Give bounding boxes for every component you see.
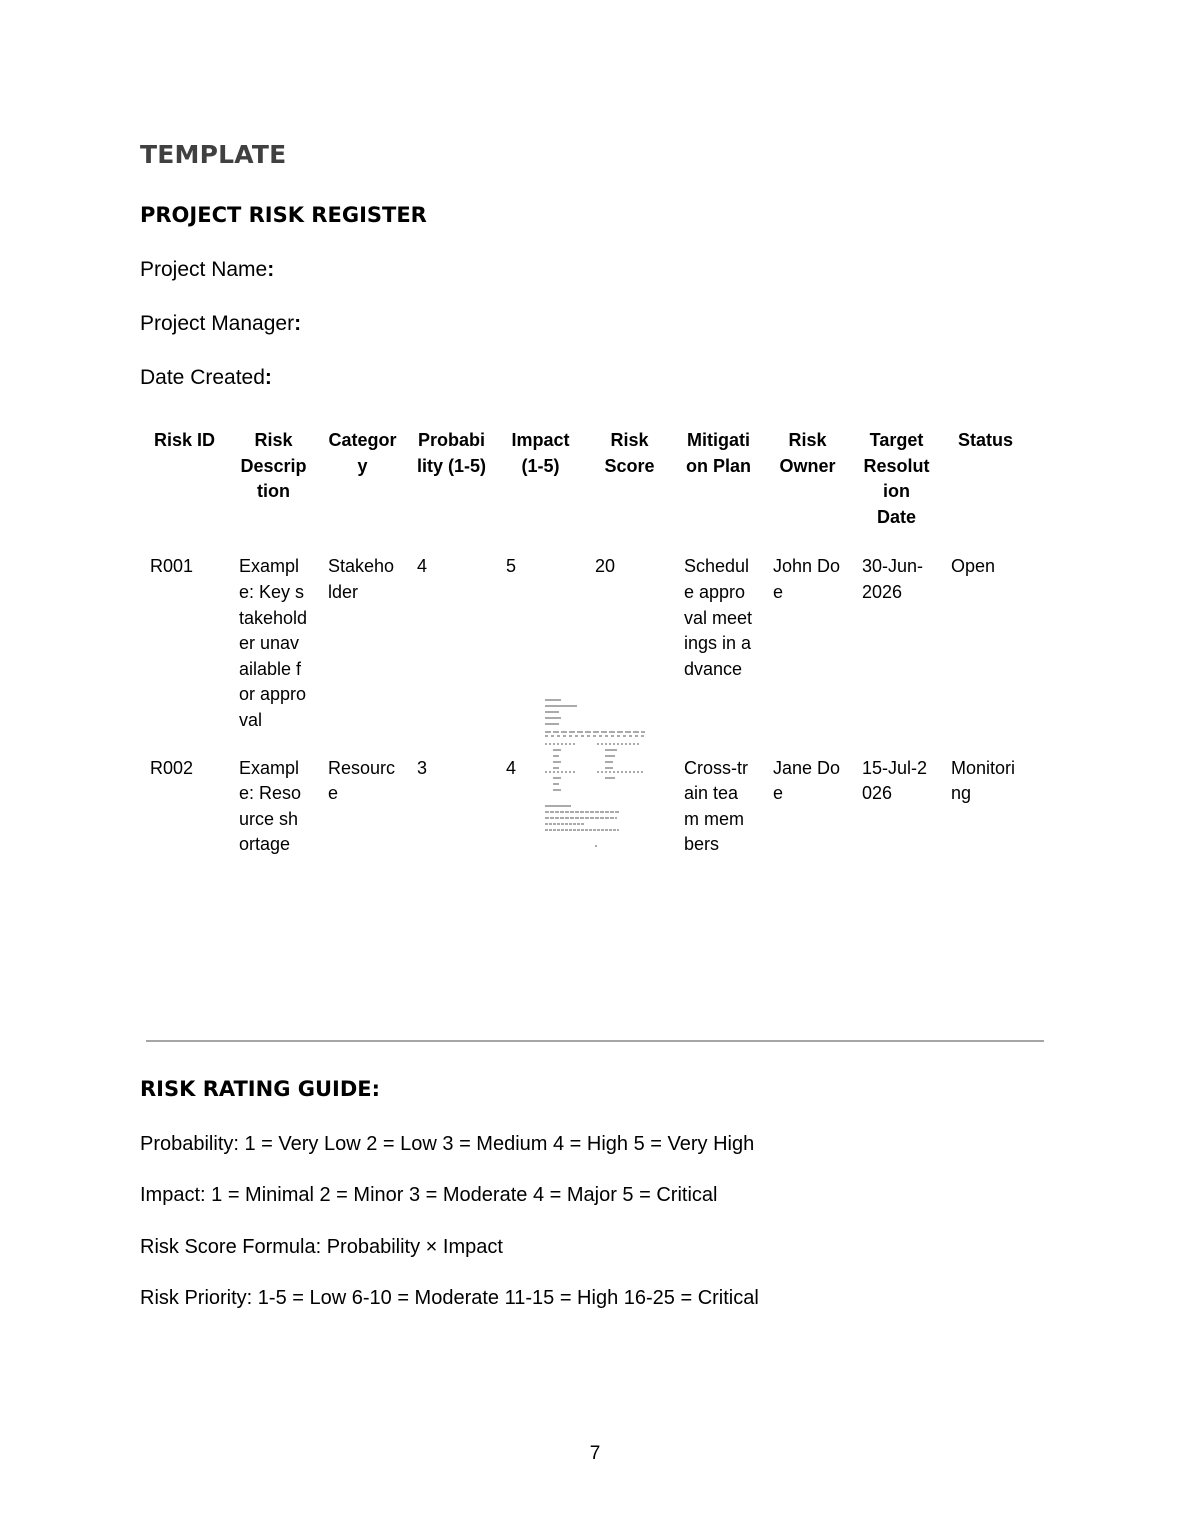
header-status: Status xyxy=(957,430,1013,450)
date-created-field xyxy=(140,366,272,390)
cell-risk-owner: John Doe xyxy=(773,556,841,602)
cell-category: Resource xyxy=(328,757,396,804)
header-risk-owner: Risk Owner xyxy=(779,430,836,476)
table-header-row xyxy=(140,418,1030,542)
cell-mitigation-plan: Cross-train team members xyxy=(684,757,748,855)
document-title: TEMPLATE xyxy=(140,140,287,169)
embedded-page-thumbnail xyxy=(541,696,649,848)
cell-probability: 3 xyxy=(417,757,428,778)
cell-status: Monitoring xyxy=(951,757,1016,804)
field-label: Project Name xyxy=(140,258,268,281)
header-risk-description: Risk Description xyxy=(240,430,307,502)
project-manager-field xyxy=(140,312,301,336)
cell-risk-score: 20 xyxy=(595,556,616,577)
cell-category: Stakeholder xyxy=(328,556,395,602)
cell-target-date: 15-Jul-2026 xyxy=(862,757,928,804)
header-mitigation-plan: Mitigation Plan xyxy=(685,430,751,476)
header-impact: Impact (1-5) xyxy=(511,430,570,476)
cell-risk-owner: Jane Doe xyxy=(773,757,841,804)
field-colon: : xyxy=(267,258,275,281)
field-label: Date Created xyxy=(140,366,265,389)
guide-formula-line: Risk Score Formula: Probability × Impact xyxy=(140,1236,503,1258)
cell-risk-id: R001 xyxy=(150,556,194,577)
project-name-field xyxy=(140,258,274,282)
guide-priority-line: Risk Priority: 1-5 = Low 6-10 = Moderate 11-15 = High 16-25 = Critical xyxy=(140,1287,759,1309)
guide-probability-line: Probability: 1 = Very Low 2 = Low 3 = Medium 4 = High 5 = Very High xyxy=(140,1133,755,1155)
guide-title: RISK RATING GUIDE: xyxy=(140,1077,381,1101)
cell-status: Open xyxy=(951,556,996,577)
field-label: Project Manager xyxy=(140,312,295,335)
document-subtitle: PROJECT RISK REGISTER xyxy=(140,203,427,227)
cell-mitigation-plan: Schedule approval meetings in advance xyxy=(684,556,753,679)
page-number: 7 xyxy=(589,1443,601,1464)
cell-risk-description: Example: Key stakeholder unavailable for approval xyxy=(239,556,308,730)
field-colon: : xyxy=(264,366,272,389)
section-divider xyxy=(146,1040,1044,1042)
header-probability: Probability (1-5) xyxy=(417,430,487,476)
cell-risk-id: R002 xyxy=(150,757,194,778)
field-colon: : xyxy=(294,312,302,335)
cell-risk-description: Example: Resource shortage xyxy=(239,757,302,855)
guide-impact-line: Impact: 1 = Minimal 2 = Minor 3 = Moderate 4 = Major 5 = Critical xyxy=(140,1184,718,1206)
header-category: Category xyxy=(328,430,397,476)
cell-impact: 5 xyxy=(506,556,517,577)
header-risk-id: Risk ID xyxy=(153,430,216,450)
header-risk-score: Risk Score xyxy=(604,430,655,476)
cell-impact: 4 xyxy=(506,757,517,778)
header-target-resolution-date: Target Resolution Date xyxy=(863,430,930,527)
cell-probability: 4 xyxy=(417,556,428,577)
cell-target-date: 30-Jun-2026 xyxy=(862,556,924,602)
